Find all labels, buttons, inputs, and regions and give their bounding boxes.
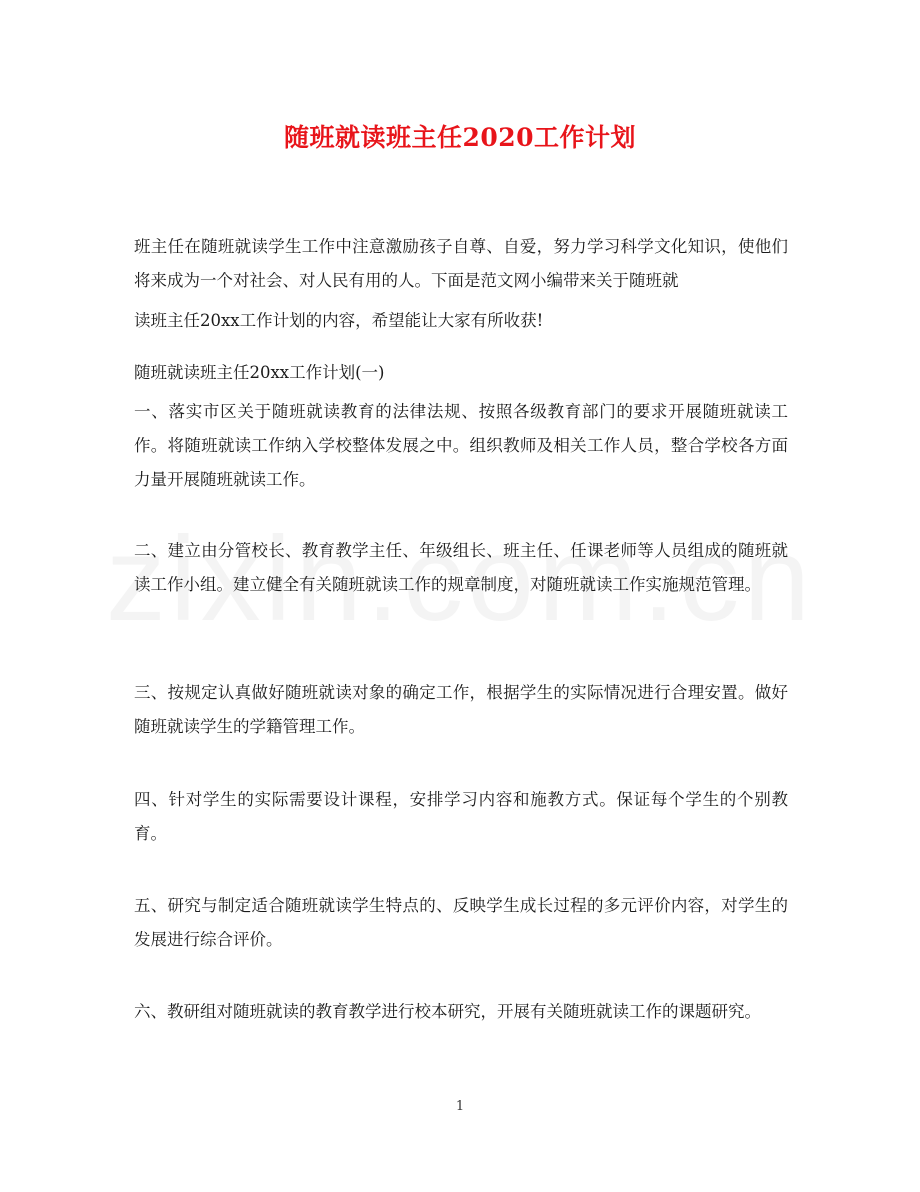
intro-paragraph (134, 230, 788, 338)
paragraph-1: 一、落实市区关于随班就读教育的法律法规、按照各级教育部门的要求开展随班就读工作。将随班就读工作纳入学校整体发展之中。组织教师及相关工作人员，整合学校各方面力量开展随班就读工作。 (134, 402, 788, 489)
paragraph-6: 六、教研组对随班就读的教育教学进行校本研究，开展有关随班就读工作的课题研究。 (134, 1002, 761, 1021)
paragraph-5: 五、研究与制定适合随班就读学生特点的、反映学生成长过程的多元评价内容，对学生的发展进行综合评价。 (134, 896, 788, 949)
page-number: 1 (455, 1099, 465, 1114)
paragraph-2: 二、建立由分管校长、教育教学主任、年级组长、班主任、任课老师等人员组成的随班就读工作小组。建立健全有关随班就读工作的规章制度，对随班就读工作实施规范管理。 (134, 541, 788, 594)
paragraph-3: 三、按规定认真做好随班就读对象的确定工作，根据学生的实际情况进行合理安置。做好随班就读学生的学籍管理工作。 (134, 683, 788, 736)
document-title: 随班就读班主任2020工作计划 (283, 123, 637, 152)
intro-text-continued: 读班主任20xx工作计划的内容，希望能让大家有所收获! (134, 311, 544, 330)
section-subheading: 随班就读班主任20xx工作计划(一) (134, 363, 385, 382)
intro-text: 班主任在随班就读学生工作中注意激励孩子自尊、自爱，努力学习科学文化知识，使他们将来成为一个对社会、对人民有用的人。下面是范文网小编带来关于随班就 (134, 237, 788, 290)
paragraph-4: 四、针对学生的实际需要设计课程，安排学习内容和施教方式。保证每个学生的个别教育。 (134, 790, 788, 843)
